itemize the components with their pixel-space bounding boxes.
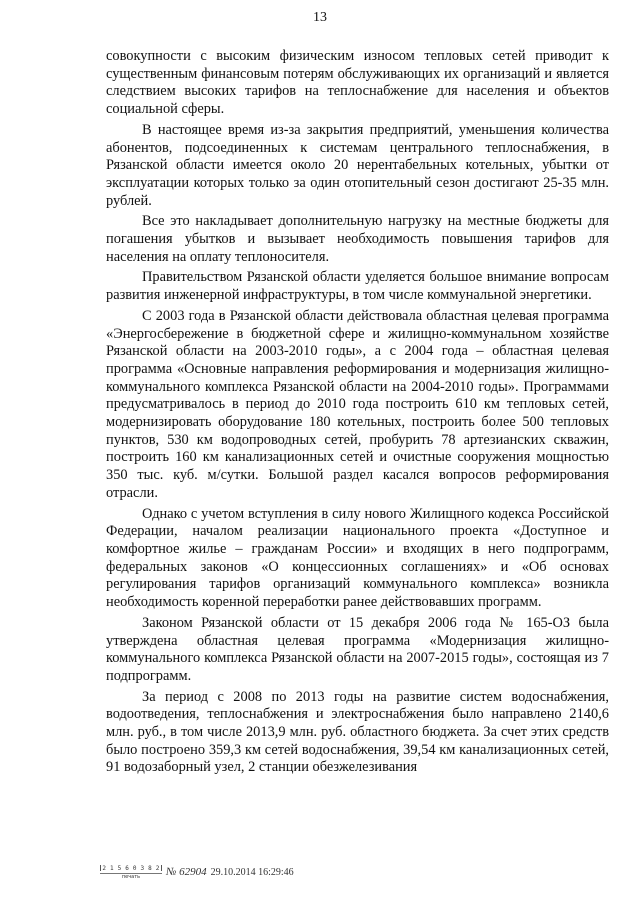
- paragraph-6: Однако с учетом вступления в силу нового Жилищного кодекса Российской Федерации, началом реализации национального проекта «Доступное и комфортное жилье – гражданам России» и входящих в него подпрограмм, федеральных законов «О концессионных соглашениях» и «Об основах регулирования тарифов организаций коммунального комплекса» возникла необходимость коренной переработки ранее действовавших программ.: [106, 505, 609, 611]
- stamp-label: печать: [100, 873, 162, 880]
- paragraph-4: Правительством Рязанской области уделяется большое внимание вопросам развития инженерной инфраструктуры, в том числе коммунальной энергетики.: [106, 269, 609, 304]
- document-footer: [100, 863, 294, 881]
- barcode-stamp: [100, 863, 162, 881]
- stamp-code: [100, 865, 162, 872]
- document-body: [106, 48, 609, 780]
- document-timestamp: 29.10.2014 16:29:46: [210, 866, 294, 878]
- paragraph-3: Все это накладывает дополнительную нагрузку на местные бюджеты для погашения убытков и вызывает необходимость повышения тарифов для населения на оплату теплоносителя.: [106, 213, 609, 265]
- paragraph-7: Законом Рязанской области от 15 декабря 2006 года № 165-ОЗ была утверждена областная целевая программа «Модернизация жилищно-коммунального комплекса Рязанской области на 2007-2015 годы», состоящая из 7 подпрограмм.: [106, 614, 609, 684]
- paragraph-2: В настоящее время из-за закрытия предприятий, уменьшения количества абонентов, подсоединенных к системам центрального теплоснабжения, в Рязанской области имеется около 20 нерентабельных котельных, убытки от эксплуатации которых только за один отопительный сезон достигают 25-35 млн. рублей.: [106, 121, 609, 209]
- paragraph-8: За период с 2008 по 2013 годы на развитие систем водоснабжения, водоотведения, теплоснабжения и электроснабжения было направлено 2140,6 млн. руб., в том числе 2013,9 млн. руб. областного бюджета. За счет этих средств было построено 359,3 км сетей водоснабжения, 39,54 км канализационных сетей, 91 водозаборный узел, 2 станции обезжелезивания: [106, 688, 609, 776]
- paragraph-1: совокупности с высоким физическим износом тепловых сетей приводит к существенным финансовым потерям обслуживающих их организаций и является следствием высоких тарифов на теплоснабжение для населения и объектов социальной сферы.: [106, 48, 609, 118]
- page-number: 13: [313, 10, 327, 25]
- document-number: № 62904: [166, 866, 207, 878]
- stamp-code-digits: 2 1 5 6 0 3 8 2: [102, 864, 160, 872]
- paragraph-5: С 2003 года в Рязанской области действовала областная целевая программа «Энергосбережение в бюджетной сфере и жилищно-коммунальном хозяйстве Рязанской области на 2003-2010 годы», а с 2004 года – областная целевая программа «Основные направления реформирования и модернизация жилищно-коммунального комплекса Рязанской области на 2004-2010 годы». Программами предусматривалось в период до 2010 года построить 610 км тепловых сетей, модернизировать оборудование 180 котельных, построить более 500 тепловых пунктов, 530 км водопроводных сетей, пробурить 78 артезианских скважин, построить 160 км канализационных сетей и очистные сооружения мощностью 350 тыс. куб. м/сутки. Большой раздел касался вопросов реформирования отрасли.: [106, 307, 609, 501]
